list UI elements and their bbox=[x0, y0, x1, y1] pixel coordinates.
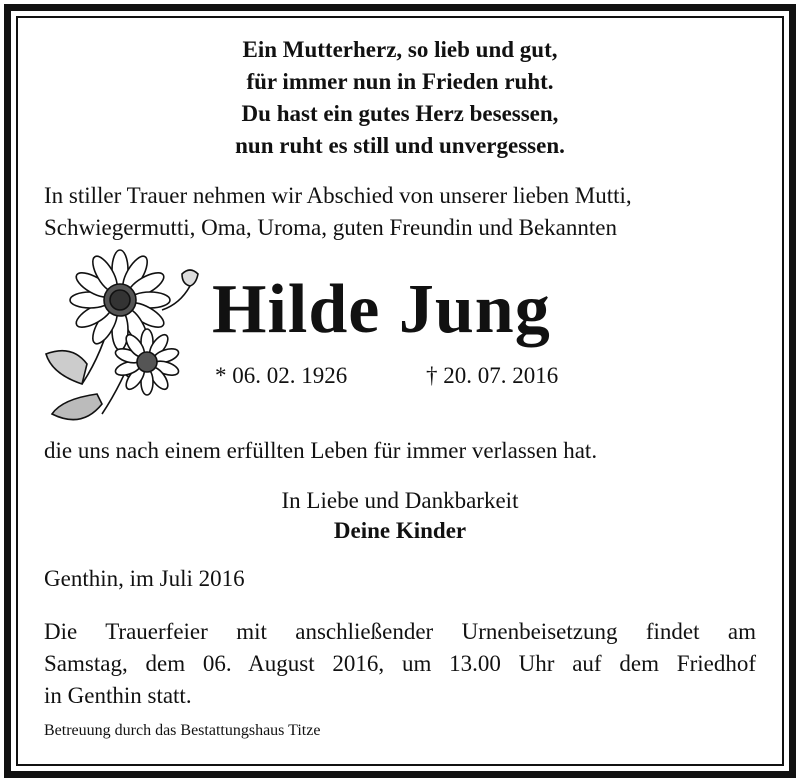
funeral-line-2: Samstag, dem 06. August 2016, um 13.00 Uhr auf dem Friedhof bbox=[44, 651, 756, 676]
love-line: In Liebe und Dankbarkeit bbox=[281, 488, 519, 513]
place-date: Genthin, im Juli 2016 bbox=[44, 566, 245, 591]
funeral-line-1: Die Trauerfeier mit anschließender Urnenbeisetzung findet am bbox=[44, 619, 756, 644]
funeral-home-credit: Betreuung durch das Bestattungshaus Titze bbox=[44, 722, 321, 739]
sunflower-icon bbox=[42, 244, 200, 426]
intro-text bbox=[44, 180, 632, 244]
death-date: † 20. 07. 2016 bbox=[426, 363, 559, 388]
signature: Deine Kinder bbox=[333, 518, 467, 543]
farewell-text: die uns nach einem erfüllten Leben für immer verlassen hat. bbox=[44, 438, 598, 463]
birth-date: * 06. 02. 1926 bbox=[215, 363, 348, 388]
intro-line-2: Schwiegermutti, Oma, Uroma, guten Freundin und Bekannten bbox=[44, 215, 617, 240]
verse-line-1: Ein Mutterherz, so lieb und gut, bbox=[242, 37, 558, 62]
intro-line-1: In stiller Trauer nehmen wir Abschied von unserer lieben Mutti, bbox=[44, 183, 632, 208]
deceased-name: Hilde Jung bbox=[212, 271, 551, 348]
verse-line-2: für immer nun in Frieden ruht. bbox=[246, 69, 554, 94]
funeral-line-3: in Genthin statt. bbox=[44, 683, 192, 708]
verse-line-4: nun ruht es still und unvergessen. bbox=[235, 133, 565, 158]
verse bbox=[0, 34, 800, 162]
verse-line-3: Du hast ein gutes Herz besessen, bbox=[241, 101, 559, 126]
funeral-notice bbox=[44, 616, 756, 712]
